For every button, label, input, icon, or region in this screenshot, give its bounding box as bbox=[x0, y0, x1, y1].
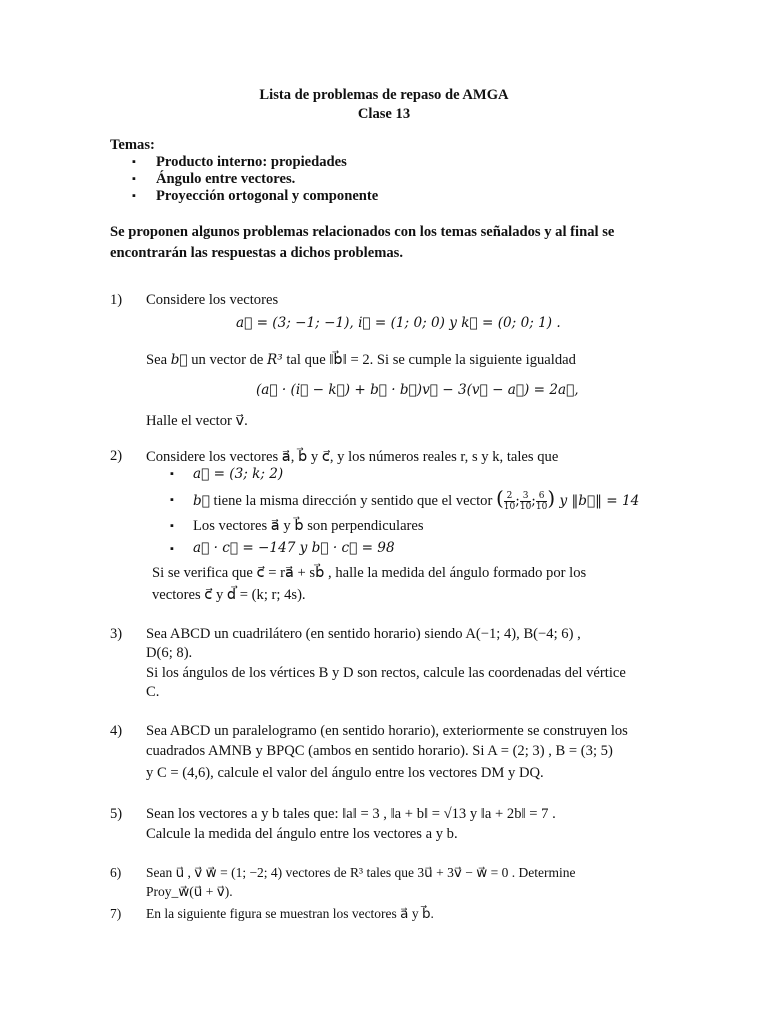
topics-label: Temas: bbox=[110, 137, 155, 153]
fraction-numerator: 2 bbox=[504, 491, 515, 502]
intro-text: encontrarán las respuestas a dichos problemas. bbox=[110, 245, 403, 261]
condition bbox=[193, 486, 639, 512]
math-b: b⃗ bbox=[170, 352, 188, 368]
problem-text: Considere los vectores bbox=[146, 292, 279, 308]
separator: ; bbox=[531, 493, 536, 509]
paren-left: ( bbox=[495, 486, 504, 510]
topic-item: Producto interno: propiedades bbox=[156, 154, 347, 170]
problem-text: Proy_w⃗(u⃗ + v⃗). bbox=[146, 884, 233, 899]
document-subtitle: Clase 13 bbox=[357, 106, 411, 122]
text-fragment: tal que ‖b⃗‖ = 2. Si se cumple la siguiente igualdad bbox=[282, 352, 576, 368]
document-title: Lista de problemas de repaso de AMGA bbox=[259, 87, 509, 103]
problem-text bbox=[146, 351, 576, 369]
problem-text: Sean u⃗ , v⃗ w⃗ = (1; −2; 4) vectores de R³ tales que 3u⃗ + 3v⃗ − w⃗ = 0 . Determine bbox=[146, 865, 576, 880]
condition: a⃗ · c⃗ = −147 y b⃗ · c⃗ = 98 bbox=[193, 540, 395, 556]
fraction-numerator: 6 bbox=[536, 491, 547, 502]
fraction-numerator: 3 bbox=[520, 491, 531, 502]
bullet-icon: ▪ bbox=[170, 543, 174, 555]
bullet-icon: ▪ bbox=[132, 173, 136, 185]
condition: a⃗ = (3; k; 2) bbox=[193, 466, 284, 482]
math-b: b⃗ bbox=[193, 493, 210, 509]
problem-text: Si los ángulos de los vértices B y D son rectos, calcule las coordenadas del vértice bbox=[146, 665, 626, 681]
paren-right: ) bbox=[547, 486, 556, 510]
problem-text: y C = (4,6), calcule el valor del ángulo entre los vectores DM y DQ. bbox=[146, 765, 544, 781]
problem-text: Halle el vector v⃗. bbox=[146, 413, 248, 429]
bullet-icon: ▪ bbox=[132, 190, 136, 202]
problem-number: 7) bbox=[110, 906, 122, 921]
intro-text: Se proponen algunos problemas relacionados con los temas señalados y al final se bbox=[110, 224, 615, 240]
problem-text: Si se verifica que c⃗ = ra⃗ + sb⃗ , halle la medida del ángulo formado por los bbox=[152, 565, 587, 581]
bullet-icon: ▪ bbox=[170, 520, 174, 532]
problem-text: Calcule la medida del ángulo entre los vectores a y b. bbox=[146, 826, 458, 842]
fraction bbox=[536, 491, 547, 512]
math-r3: R³ bbox=[267, 352, 283, 368]
text-fragment: un vector de bbox=[187, 352, 268, 368]
text-fragment: Sea bbox=[146, 352, 171, 368]
problem-text: Sea ABCD un paralelogramo (en sentido horario), exteriormente se construyen los bbox=[146, 723, 628, 739]
bullet-icon: ▪ bbox=[170, 494, 174, 506]
problem-text: D(6; 8). bbox=[146, 645, 193, 661]
problem-number: 4) bbox=[110, 723, 123, 739]
bullet-icon: ▪ bbox=[170, 468, 174, 480]
fraction bbox=[504, 491, 515, 512]
text-fragment: tiene la misma dirección y sentido que el vector bbox=[209, 493, 496, 509]
fraction bbox=[520, 491, 531, 512]
topic-item: Ángulo entre vectores. bbox=[156, 171, 296, 187]
separator: ; bbox=[515, 493, 520, 509]
problem-text: Sea ABCD un cuadrilátero (en sentido horario) siendo A(−1; 4), B(−4; 6) , bbox=[146, 626, 581, 642]
problem-text: Considere los vectores a⃗, b⃗ y c⃗, y los números reales r, s y k, tales que bbox=[146, 449, 559, 465]
problem-number: 1) bbox=[110, 292, 123, 308]
fraction-denominator: 10 bbox=[503, 502, 516, 513]
problem-text: vectores c⃗ y d⃗ = (k; r; 4s). bbox=[152, 587, 306, 603]
problem-text: En la siguiente figura se muestran los vectores a⃗ y b⃗. bbox=[146, 906, 434, 921]
problem-text: Sean los vectores a y b tales que: ‖a‖ = 3 , ‖a + b‖ = √13 y ‖a + 2b‖ = 7 . bbox=[146, 806, 556, 822]
condition: Los vectores a⃗ y b⃗ son perpendiculares bbox=[193, 518, 424, 534]
equation: (a⃗ · (i⃗ − k⃗) + b⃗ · b⃗)v⃗ − 3(v⃗ − a⃗) = 2a⃗, bbox=[256, 382, 579, 398]
fraction-denominator: 10 bbox=[519, 502, 532, 513]
problem-number: 3) bbox=[110, 626, 123, 642]
problem-number: 5) bbox=[110, 806, 123, 822]
problem-number: 6) bbox=[110, 865, 122, 880]
text-fragment: y ‖b⃗‖ = 14 bbox=[555, 493, 640, 509]
problem-number: 2) bbox=[110, 448, 123, 464]
problem-text: cuadrados AMNB y BPQC (ambos en sentido horario). Si A = (2; 3) , B = (3; 5) bbox=[146, 743, 613, 759]
fraction-denominator: 10 bbox=[535, 502, 548, 513]
problem-text: C. bbox=[146, 684, 160, 700]
topic-item: Proyección ortogonal y componente bbox=[156, 188, 379, 204]
bullet-icon: ▪ bbox=[132, 156, 136, 168]
equation: a⃗ = (3; −1; −1), i⃗ = (1; 0; 0) y k⃗ = (0; 0; 1) . bbox=[236, 315, 561, 331]
